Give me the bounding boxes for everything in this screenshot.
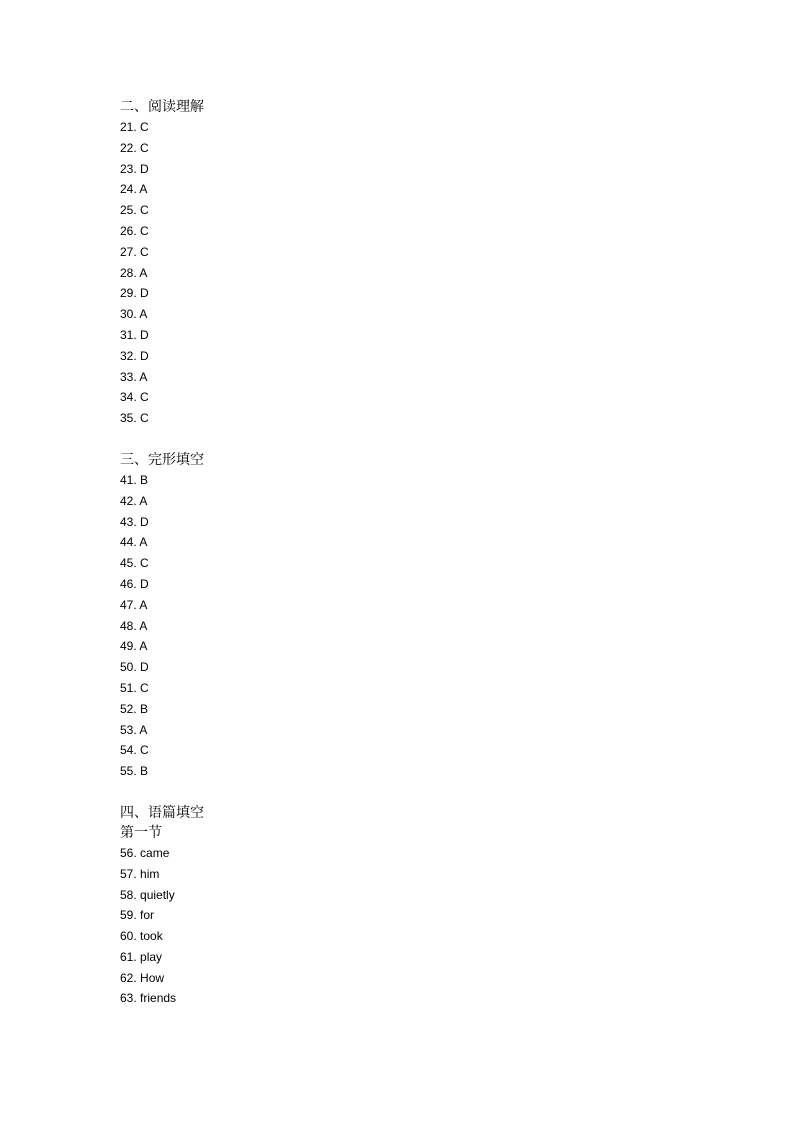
answer-item — [120, 242, 680, 263]
question-number: 29. — [120, 286, 137, 301]
answer-section — [120, 450, 680, 782]
answer-value: A — [139, 639, 148, 654]
answer-value: C — [140, 140, 149, 155]
question-number: 50. — [120, 660, 137, 675]
answer-section — [120, 97, 680, 429]
answer-item — [120, 761, 680, 782]
answer-item — [120, 740, 680, 761]
question-number: 44. — [120, 535, 137, 550]
answer-value: C — [140, 120, 149, 134]
answer-value: A — [139, 265, 148, 280]
question-number: 59. — [120, 908, 137, 923]
question-number: 33. — [120, 369, 137, 384]
question-number: 30. — [120, 307, 137, 322]
question-number: 28. — [120, 265, 137, 280]
answer-item — [120, 595, 680, 616]
answer-list — [120, 843, 680, 1009]
question-number: 47. — [120, 597, 137, 612]
answer-value: A — [139, 535, 148, 550]
question-number: 26. — [120, 223, 137, 238]
section-heading: 二、阅读理解 — [120, 99, 204, 115]
answer-value: A — [139, 369, 148, 384]
question-number: 32. — [120, 348, 137, 363]
answer-item — [120, 159, 680, 180]
answer-item — [120, 657, 680, 678]
answer-item — [120, 470, 680, 491]
question-number: 23. — [120, 161, 137, 176]
question-number: 48. — [120, 618, 137, 633]
question-number: 34. — [120, 390, 137, 405]
answer-item — [120, 138, 680, 159]
answer-value: D — [140, 161, 149, 176]
answer-item — [120, 864, 680, 885]
answer-value: him — [140, 866, 160, 881]
question-number: 43. — [120, 514, 137, 529]
question-number: 35. — [120, 411, 137, 426]
answer-value: How — [140, 970, 165, 985]
answer-value: C — [140, 390, 149, 405]
answer-value: C — [140, 203, 149, 218]
question-number: 57. — [120, 866, 137, 881]
answer-item — [120, 947, 680, 968]
answer-item — [120, 491, 680, 512]
answer-item — [120, 968, 680, 989]
answer-value: A — [139, 493, 148, 508]
answer-item — [120, 988, 680, 1009]
question-number: 58. — [120, 887, 137, 902]
answer-item — [120, 346, 680, 367]
question-number: 63. — [120, 991, 137, 1006]
answer-value: play — [140, 949, 163, 964]
question-number: 46. — [120, 576, 137, 591]
question-number: 55. — [120, 764, 137, 779]
answer-value: D — [140, 286, 149, 301]
answer-value: D — [140, 348, 149, 363]
answer-item — [120, 720, 680, 741]
answer-value: B — [140, 701, 149, 716]
answer-value: C — [140, 244, 149, 259]
question-number: 60. — [120, 929, 137, 944]
answer-value: for — [140, 908, 155, 923]
answer-item — [120, 574, 680, 595]
answer-item — [120, 616, 680, 637]
answer-item — [120, 408, 680, 429]
question-number: 25. — [120, 203, 137, 218]
answer-value: D — [140, 327, 149, 342]
answer-value: A — [139, 182, 148, 197]
answer-value: quietly — [140, 887, 175, 902]
question-number: 42. — [120, 493, 137, 508]
answer-item — [120, 387, 680, 408]
question-number: 51. — [120, 680, 137, 695]
question-number: 41. — [120, 472, 137, 487]
question-number: 31. — [120, 327, 137, 342]
question-number: 53. — [120, 722, 137, 737]
answer-item — [120, 636, 680, 657]
answer-item — [120, 885, 680, 906]
answer-section — [120, 803, 680, 1009]
answer-item — [120, 200, 680, 221]
question-number: 52. — [120, 701, 137, 716]
answer-item — [120, 263, 680, 284]
answer-value: came — [140, 845, 170, 860]
answer-value: D — [140, 514, 149, 529]
answer-item — [120, 926, 680, 947]
question-number: 24. — [120, 182, 137, 197]
answer-value: C — [140, 411, 149, 426]
question-number: 61. — [120, 949, 137, 964]
answer-list — [120, 470, 680, 782]
question-number: 22. — [120, 140, 137, 155]
answer-item — [120, 512, 680, 533]
answer-item — [120, 843, 680, 864]
question-number: 21. — [120, 120, 137, 134]
question-number: 62. — [120, 970, 137, 985]
answer-value: took — [140, 929, 163, 944]
answer-item — [120, 699, 680, 720]
answer-value: D — [140, 660, 149, 675]
answer-item — [120, 117, 680, 138]
answer-item — [120, 179, 680, 200]
answer-item — [120, 304, 680, 325]
answer-value: B — [140, 472, 149, 487]
answer-item — [120, 221, 680, 242]
answer-value: A — [139, 722, 148, 737]
question-number: 49. — [120, 639, 137, 654]
answer-value: C — [140, 743, 149, 758]
answer-value: friends — [140, 991, 177, 1006]
question-number: 27. — [120, 244, 137, 259]
answer-item — [120, 367, 680, 388]
answer-item — [120, 678, 680, 699]
question-number: 56. — [120, 845, 137, 860]
answer-list — [120, 117, 680, 429]
answer-value: C — [140, 556, 149, 571]
question-number: 45. — [120, 556, 137, 571]
answer-value: D — [140, 576, 149, 591]
answer-value: C — [140, 223, 149, 238]
section-heading: 四、语篇填空 — [120, 804, 204, 821]
answer-value: A — [139, 597, 148, 612]
answer-item — [120, 325, 680, 346]
section-subheading: 第一节 — [120, 824, 162, 841]
question-number: 54. — [120, 743, 137, 758]
answer-value: A — [139, 307, 148, 322]
answer-value: B — [140, 764, 149, 779]
answer-item — [120, 553, 680, 574]
answer-item — [120, 905, 680, 926]
answer-item — [120, 532, 680, 553]
answer-value: A — [139, 618, 148, 633]
answer-key-page — [120, 97, 680, 1009]
section-heading: 三、完形填空 — [120, 451, 204, 468]
answer-item — [120, 283, 680, 304]
answer-value: C — [140, 680, 149, 695]
